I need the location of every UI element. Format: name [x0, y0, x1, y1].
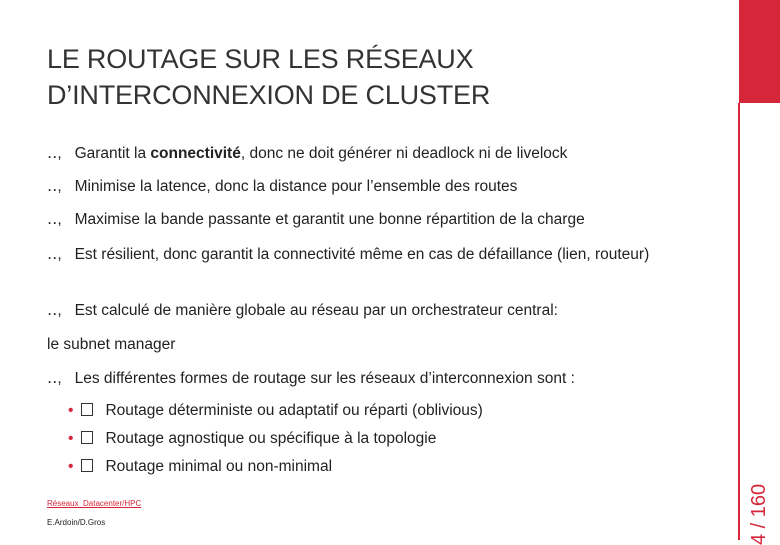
bullet-marker: ‥, [47, 302, 62, 319]
sub-item-text: Routage minimal ou non-minimal [105, 458, 333, 475]
slide-title [47, 41, 490, 113]
bullet-text: Est calculé de manière globale au réseau par un orchestrateur central: [74, 302, 558, 319]
bullet-text: Est résilient, donc garantit la connectivité même en cas de défaillance (lien, routeur) [74, 246, 650, 263]
bullet-text: Minimise la latence, donc la distance pour l’ensemble des routes [74, 178, 518, 195]
sub-item [68, 400, 483, 422]
bullet-item [47, 300, 727, 322]
title-line-1: LE ROUTAGE SUR LES RÉSEAUX [47, 44, 474, 74]
title-line-2: D’INTERCONNEXION DE CLUSTER [47, 80, 491, 110]
bullet-marker: ‥, [47, 211, 62, 228]
sub-item [68, 428, 436, 450]
page-number [748, 484, 771, 545]
bullet-marker: ‥, [47, 178, 62, 195]
bullet-marker: ‥, [47, 370, 62, 387]
bullet-text: Les différentes formes de routage sur les réseaux d’interconnexion sont : [74, 370, 575, 387]
footer-link[interactable]: Réseaux_Datacenter/HPC [47, 499, 142, 508]
page-separator: / [748, 517, 770, 534]
page-total: 160 [748, 483, 770, 518]
page-current: 4 [748, 533, 770, 545]
accent-vertical-line [738, 103, 740, 540]
checkbox-glyph-icon [81, 459, 93, 472]
checkbox-glyph-icon [81, 431, 93, 444]
sub-bullet: • [68, 430, 74, 447]
checkbox-glyph-icon [81, 403, 93, 416]
bullet-marker: ‥, [47, 246, 62, 263]
bullet-item [47, 368, 727, 390]
bullet-item [47, 209, 727, 231]
bullet-marker: ‥, [47, 145, 62, 162]
bullet-item [47, 176, 727, 198]
bullet-text: Garantit la [74, 145, 151, 162]
bullet-text: Maximise la bande passante et garantit une bonne répartition de la charge [74, 211, 585, 228]
continuation-text: le subnet manager [47, 336, 176, 353]
sub-item-text: Routage déterministe ou adaptatif ou réparti (oblivious) [105, 402, 483, 419]
sub-bullet: • [68, 402, 74, 419]
bullet-text: , donc ne doit générer ni deadlock ni de livelock [240, 145, 568, 162]
sub-item-text: Routage agnostique ou spécifique à la topologie [105, 430, 437, 447]
bullet-item [47, 143, 727, 165]
bullet-emphasis: connectivité [150, 145, 241, 162]
sub-bullet: • [68, 458, 74, 475]
bullet-item [47, 244, 687, 266]
footer-author: E.Ardoin/D.Gros [47, 518, 106, 527]
sub-item [68, 456, 332, 478]
accent-bar [739, 0, 780, 103]
